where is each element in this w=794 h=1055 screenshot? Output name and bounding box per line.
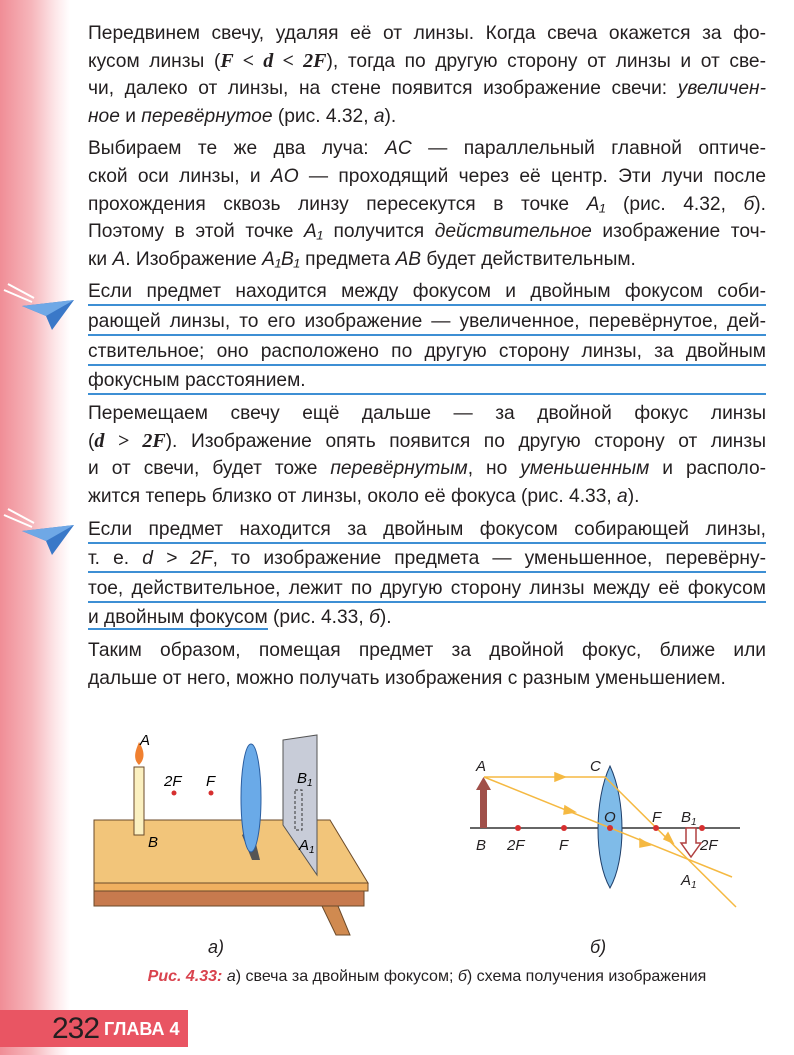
label-b1: $B_1$ [297, 770, 313, 789]
lens [241, 744, 261, 852]
text-line [88, 483, 766, 511]
text-segment: тое, действительное, лежит по другую сторону линзы между её фокусом [88, 577, 766, 599]
text-segment: A₁ [304, 221, 323, 243]
text-segment: AO [270, 165, 299, 187]
text-segment: AB [395, 248, 422, 270]
chapter-label: ГЛАВА 4 [104, 1019, 180, 1039]
label-a1: $A_1$ [681, 872, 697, 891]
text-segment: A₁B₁ [262, 248, 300, 270]
text-segment: — проходящий через её центр. Эти лучи после [298, 165, 766, 187]
rule-arrow-icon [2, 505, 78, 555]
text-segment: предмета [299, 248, 396, 270]
text-segment: Передвинем свечу, удаляя её от линзы. Когда свеча окажется за фо- [88, 23, 766, 44]
paragraph [88, 20, 766, 130]
label-2f: 2F [164, 773, 182, 790]
label-2f-left: 2F [507, 837, 525, 854]
rule-paragraph [88, 516, 766, 633]
caption-b: б [457, 968, 467, 985]
text-line [88, 246, 766, 274]
text-segment: . Изображение [125, 248, 263, 270]
text-line [88, 338, 766, 366]
figure-a-letter: а) [208, 937, 225, 957]
text-segment: (рис. 4.33, [267, 607, 370, 629]
text-segment: жится теперь близко от линзы, около её фокуса (рис. 4.33, [88, 485, 618, 507]
text-line [88, 665, 766, 693]
text-segment: и от свечи, будет тоже [88, 458, 331, 480]
text-segment: чи, далеко от линзы, на стене появится изображение свечи: [88, 78, 678, 100]
label-o: O [604, 809, 616, 826]
text-segment: и располо- [649, 458, 767, 480]
text-line [88, 48, 766, 76]
text-segment: Поэтому в этой точке [88, 221, 305, 243]
text-segment: перевёрнутое [141, 105, 273, 127]
text-line [88, 218, 766, 246]
caption-a: а [226, 968, 236, 985]
text-segment: Если предмет находится между фокусом и двойным фокусом соби- [88, 281, 766, 303]
figure-b-letter: б) [590, 937, 607, 957]
caption-text-a: ) свеча за двойным фокусом; [235, 968, 458, 985]
text-segment: , то изображение предмета — уменьшенное, перевёрну- [212, 548, 766, 570]
text-segment: дальше от него, можно получать изображения с разным уменьшением. [88, 667, 726, 689]
text-segment: ). Изображение опять появится по другую сторону от линзы [165, 430, 766, 452]
text-line [88, 604, 766, 632]
body-text [88, 20, 766, 697]
text-line [88, 400, 766, 428]
text-line [88, 191, 766, 219]
text-segment: ное [88, 105, 120, 127]
paragraph [88, 400, 766, 510]
text-line [88, 428, 766, 456]
text-line [88, 163, 766, 191]
text-line [88, 278, 766, 306]
text-segment: прохождения сквозь линзу пересекутся в точке [88, 193, 587, 215]
label-f-left: F [559, 837, 569, 854]
text-line [88, 103, 766, 131]
text-segment: , но [467, 458, 521, 480]
focus-2f-dot [172, 791, 177, 796]
text-segment: б [743, 193, 755, 215]
text-segment: ), тогда по другую сторону от линзы и от све- [326, 50, 766, 72]
text-segment: фокусным расстоянием. [88, 370, 306, 392]
text-segment: а [373, 105, 385, 127]
text-segment: (рис. 4.32, [272, 105, 374, 127]
page-number: 232 [52, 1012, 100, 1045]
text-line [88, 575, 766, 603]
text-segment: действительное [434, 221, 592, 243]
label-b1: $B_1$ [681, 809, 697, 828]
text-segment: и [119, 105, 142, 127]
candle [134, 767, 144, 835]
text-segment: ). [379, 607, 392, 629]
caption-label: Рис. 4.33: [147, 968, 223, 985]
rule-arrow-icon [2, 280, 78, 330]
rule-paragraph [88, 278, 766, 395]
label-f: F [206, 773, 216, 790]
text-segment: ствительное; оно расположено по другую сторону линзы, за двойным [88, 340, 766, 362]
text-segment: ( [88, 430, 95, 452]
text-segment: будет действительным. [421, 248, 636, 270]
text-segment: т. е. [88, 548, 143, 570]
text-segment: уменьшенным [520, 458, 650, 480]
figure-ray-diagram [460, 740, 760, 920]
text-segment: AC [385, 138, 412, 160]
text-segment: б [369, 607, 380, 629]
text-segment: изображение точ- [591, 221, 766, 243]
text-line [88, 637, 766, 665]
text-segment: перевёрнутым [330, 458, 468, 480]
caption-text-b: ) схема получения изображения [466, 968, 707, 985]
text-segment: ки [88, 248, 113, 270]
text-segment: и двойным фокусом [88, 607, 268, 629]
figure-candle-setup [60, 720, 380, 940]
focus-f-dot [209, 791, 214, 796]
label-c: C [590, 758, 601, 775]
label-a: A [140, 732, 151, 749]
text-segment: F < d < 2F [220, 49, 327, 72]
text-segment: ). [627, 485, 640, 507]
text-segment: ). [754, 193, 766, 215]
label-b: B [148, 834, 159, 851]
object-arrow [480, 788, 487, 828]
label-b: B [476, 837, 487, 854]
text-segment: а [617, 485, 628, 507]
table-leg [322, 906, 350, 935]
text-segment: (рис. 4.32, [605, 193, 744, 215]
text-segment: Если предмет находится за двойным фокусом собирающей линзы, [88, 518, 766, 540]
label-f-right: F [652, 809, 662, 826]
text-segment: ). [384, 105, 397, 127]
text-line [88, 135, 766, 163]
label-2f-right: 2F [700, 837, 718, 854]
text-segment: Выбираем те же два луча: [88, 138, 386, 160]
text-segment: — параллельный главной оптиче- [411, 138, 766, 160]
label-a: A [476, 758, 487, 775]
text-line [88, 455, 766, 483]
text-segment: d > 2F [142, 548, 213, 570]
text-segment: рающей линзы, то его изображение — увеличенное, перевёрнутое, дей- [88, 310, 766, 332]
text-segment: A₁ [586, 193, 606, 215]
text-segment: d > 2F [94, 429, 166, 452]
text-line [88, 308, 766, 336]
text-segment: Перемещаем свечу ещё дальше — за двойной фокус линзы [88, 403, 766, 425]
text-segment: Таким образом, помещая предмет за двойной фокус, ближе или [88, 640, 766, 662]
text-segment: ской оси линзы, и [88, 165, 271, 187]
image-arrow [681, 828, 701, 857]
text-segment: кусом линзы ( [88, 50, 221, 72]
paragraph [88, 135, 766, 273]
text-segment: A [112, 248, 126, 270]
text-line [88, 75, 766, 103]
text-line [88, 545, 766, 573]
figure-caption [88, 968, 766, 986]
text-segment: увеличен- [677, 78, 766, 100]
text-segment: получится [322, 221, 435, 243]
paragraph [88, 637, 766, 692]
text-line [88, 20, 766, 48]
text-line [88, 516, 766, 544]
text-line [88, 367, 766, 395]
label-a1: $A_1$ [299, 837, 315, 856]
